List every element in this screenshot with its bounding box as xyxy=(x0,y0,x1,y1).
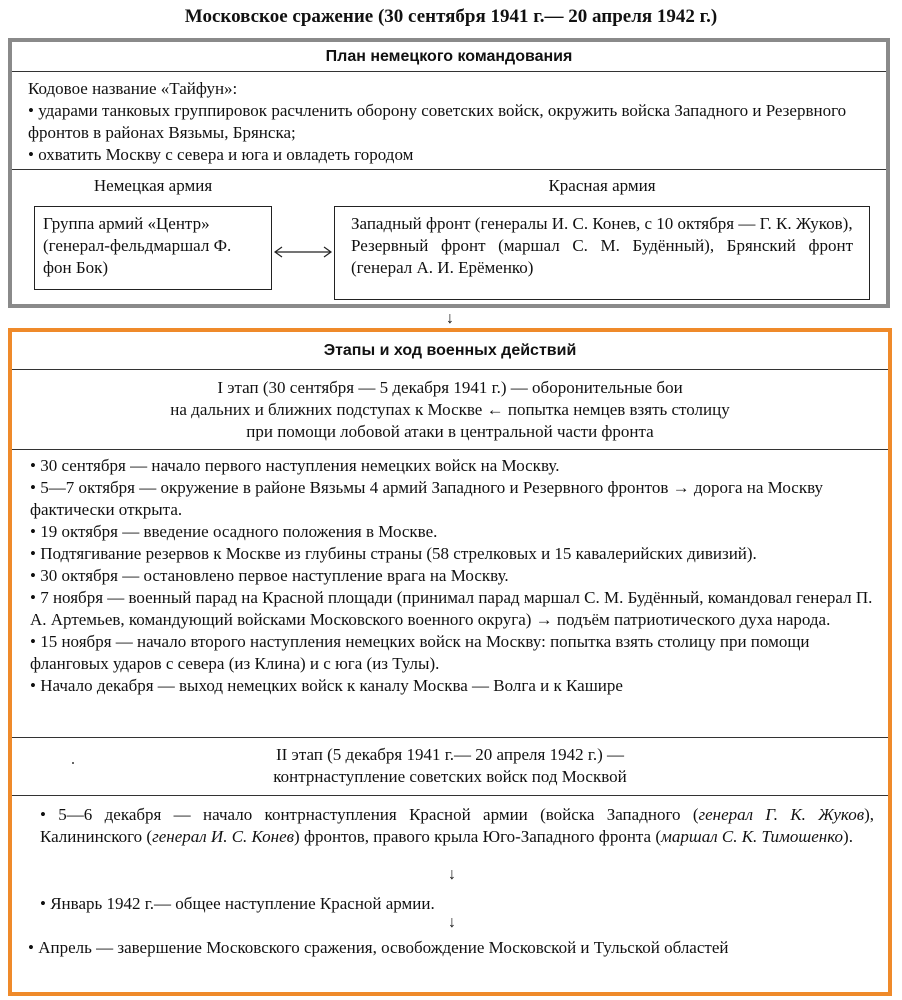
stages-heading: Этапы и ход военных действий xyxy=(12,332,888,370)
plan-bullet-2: • охватить Москву с севера и юга и овладеть городом xyxy=(28,145,414,164)
stage1-title-line-1: I этап (30 сентября — 5 декабря 1941 г.) — оборонительные бои xyxy=(217,378,683,397)
stage2-text: • 5—6 декабря — начало контрнаступления Красной армии (войска Западного ( xyxy=(40,805,699,824)
list-item: • 5—7 октября — окружение в районе Вязьмы 4 армий Западного и Резервного фронтов → дорога на Москву фактически открыта. xyxy=(30,478,824,519)
red-army-label: Красная армия xyxy=(548,176,656,195)
stage1-title-line-3: при помощи лобовой атаки в центральной части фронта xyxy=(246,422,654,441)
stage2-item-january: • Январь 1942 г.— общее наступление Красной армии. xyxy=(40,894,435,913)
stage2-item-december xyxy=(12,796,888,848)
stage1-title xyxy=(12,370,888,450)
list-item: • Подтягивание резервов к Москве из глубины страны (58 стрелковых и 15 кавалерийских дивизий). xyxy=(30,544,757,563)
plan-bullet-1: • ударами танковых группировок расчленить оборону советских войск, окружить войска Западного и Резервного фронтов в районах Вязьмы, Брянска; xyxy=(28,101,847,142)
plan-body xyxy=(12,72,886,170)
german-forces-box: Группа армий «Центр» (генерал-фельдмаршал Ф. фон Бок) xyxy=(34,206,272,290)
reserve-front-text: Резервный фронт (маршал С. М. Будённый), Брянский фронт (генерал А. И. Ерёменко) xyxy=(351,236,853,277)
list-item: • Начало декабря — выход немецких войск к каналу Москва — Волга и к Кашире xyxy=(30,676,623,695)
down-arrow-icon: ↓ xyxy=(448,866,456,883)
stage2-item-april: • Апрель — завершение Московского сражения, освобождение Московской и Тульской областей xyxy=(28,938,729,957)
stage2-title-line-1: II этап (5 декабря 1941 г.— 20 апреля 1942 г.) — xyxy=(275,745,625,764)
german-army-label: Немецкая армия xyxy=(93,176,213,195)
commander-konev: генерал И. С. Конев xyxy=(152,827,295,846)
list-item: • 15 ноября — начало второго наступления немецких войск на Москву: попытка взять столицу при помощи фланговых ударов с севера (из Клина) и с юга (из Тулы). xyxy=(30,632,810,673)
list-item: • 19 октября — введение осадного положения в Москве. xyxy=(30,522,438,541)
stage2-title-line-2: контрнаступление советских войск под Москвой xyxy=(273,767,627,786)
plan-heading: План немецкого командования xyxy=(12,42,886,72)
double-arrow-icon xyxy=(272,244,334,260)
list-item: • 30 сентября — начало первого наступления немецких войск на Москву. xyxy=(30,456,560,475)
red-forces-box xyxy=(334,206,870,300)
stage2-text: ) фронтов, правого крыла Юго-Западного фронта ( xyxy=(294,827,662,846)
list-item: • 30 октября — остановлено первое наступление врага на Москву. xyxy=(30,566,509,585)
stage1-list xyxy=(12,450,888,738)
page-title: Московское сражение (30 сентября 1941 г.— 20 апреля 1942 г.) xyxy=(184,6,718,27)
commander-zhukov: генерал Г. К. Жуков xyxy=(698,805,865,824)
down-arrow-icon: ↓ xyxy=(448,914,456,931)
list-item: • 7 ноября — военный парад на Красной площади (принимал парад маршал С. М. Будённый, командовал генерал П. А. Артемьев, командующий войсками Московского военного округа) → подъём патриотического духа народа. xyxy=(30,588,873,629)
down-arrow-icon: ↓ xyxy=(446,310,454,327)
stage2-title xyxy=(12,738,888,796)
stage2-text: ). xyxy=(843,827,853,846)
commander-timoshenko: маршал С. К. Тимошенко xyxy=(661,827,844,846)
plan-codename: Кодовое название «Тайфун»: xyxy=(28,79,238,98)
stage1-title-line-2: на дальних и ближних подступах к Москве ← попытка немцев взять столицу xyxy=(170,400,730,419)
western-front-text: Западный фронт (генералы И. С. Конев, с 10 октября — Г. К. Жуков), xyxy=(351,214,853,233)
stage2-text: ), Калининского ( xyxy=(40,805,874,846)
